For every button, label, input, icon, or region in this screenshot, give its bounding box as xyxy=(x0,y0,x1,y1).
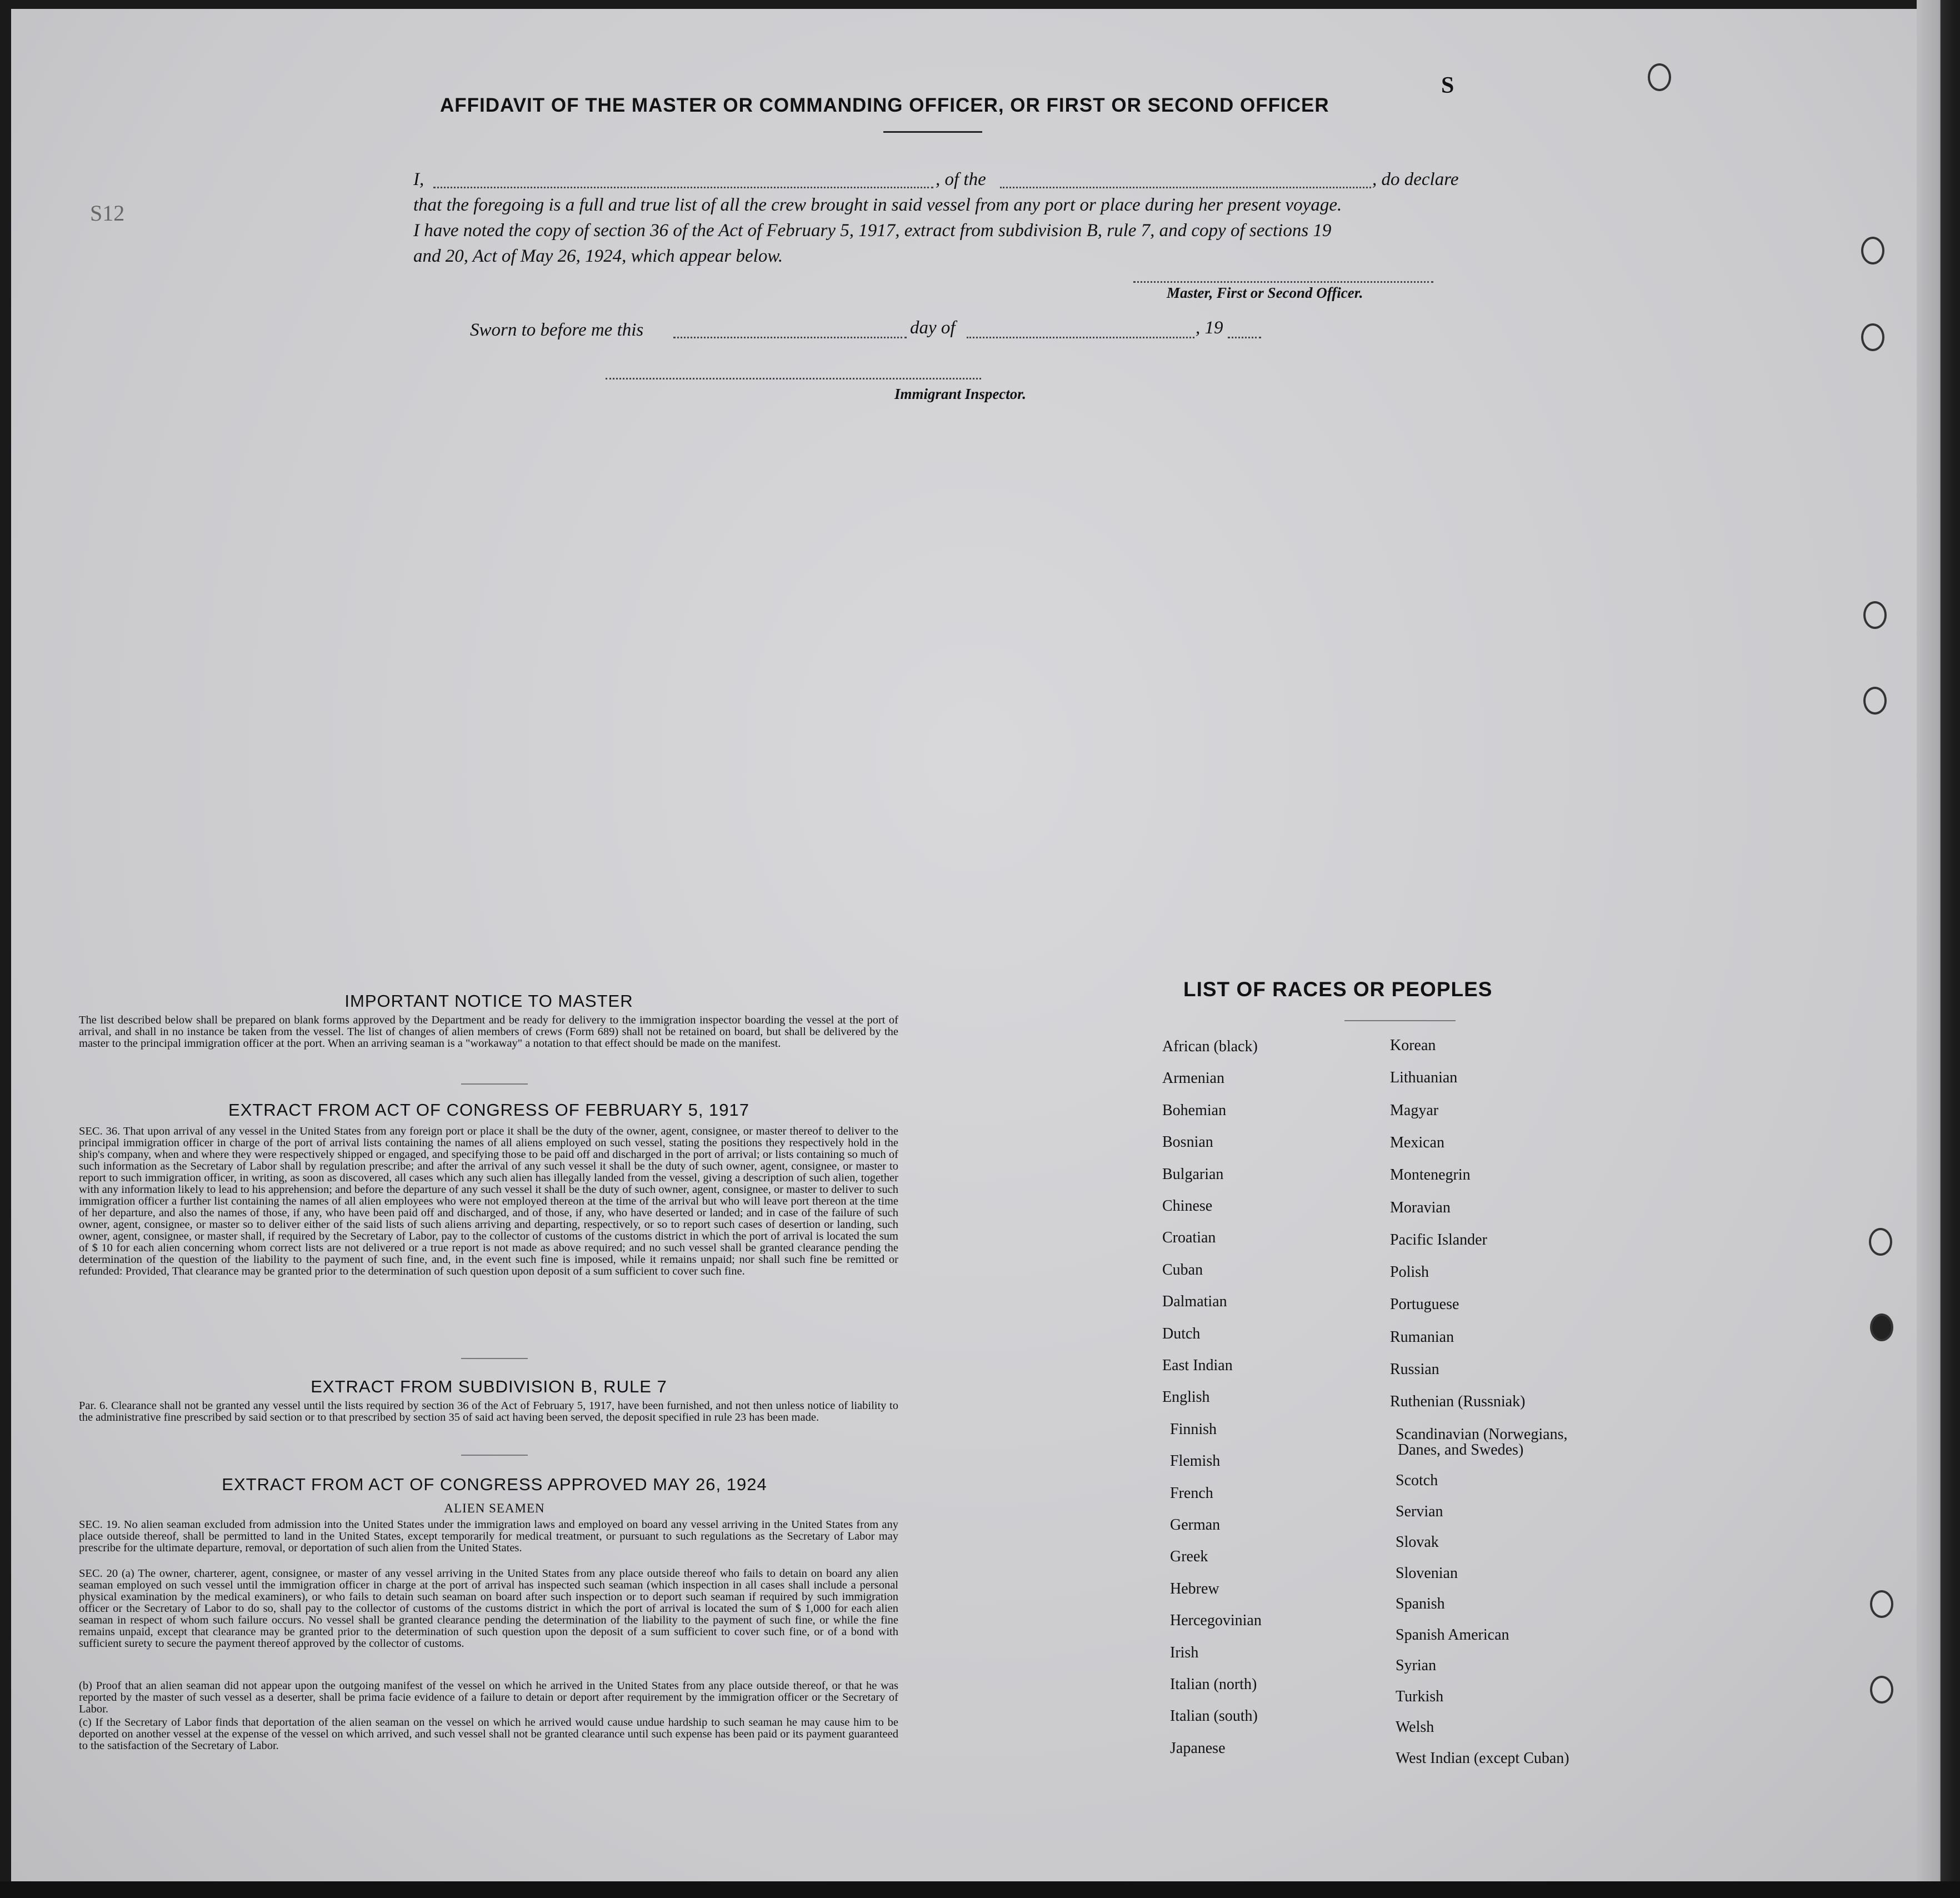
race-item: Scandinavian (Norwegians, xyxy=(1396,1425,1568,1443)
sec19-text: SEC. 19. No alien seaman excluded from admission into the United States under the immigration laws and employed on board any vessel arriving in the United States from any place outside thereof, shall be permitted to land in the United States, except temporarily for medical treatment, or pursuant to such regulations as the Secretary of Labor may prescribe for the ultimate departure, removal, or deportation of such alien from the United States. xyxy=(79,1519,898,1554)
declaration-i: I, xyxy=(413,169,424,189)
extract-1924-title: EXTRACT FROM ACT OF CONGRESS APPROVED MAY 26, 1924 xyxy=(222,1475,767,1494)
sworn-prefix: Sworn to before me this xyxy=(470,320,644,340)
extract-1917-text: SEC. 36. That upon arrival of any vessel in the United States from any foreign port or place it shall be the duty of the owner, agent, consignee, or master thereof to deliver to the principal immigration officer in charge of the port of arrival lists containing the names of all aliens employed on such vessel, stating the positions they respectively hold in the ship's company, when and where they were respectively shipped or engaged, and specifying those to be paid off and discharged in the port of arrival; or lists containing so much of such information as the Secretary of Labor shall by regulation prescribe; and after the arrival of any such vessel it shall be the duty of such owner, agent, consignee, or master to report to such immigration officer, in writing, as soon as discovered, all cases which any such alien has illegally landed from the vessel, giving a description of such alien, together with any information likely to lead to his apprehension; and before the departure of any such vessel it shall be the duty of such owner, agent, consignee, or master to deliver to such immigration officer a further list containing the names of all alien employees who were not employed thereon at the time of the arrival but who will leave port thereon at the time of her departure, and also the names of those, if any, who have been paid off and discharged, and of those, if any, who have deserted or landed; and in case of the failure of such owner, agent, consignee, or master so to deliver either of the said lists of such aliens arriving and departing, respectively, or so to report such cases of desertion or landing, such owner, agent, consignee, or master shall, if required by the Secretary of Labor, pay to the collector of customs of the customs district in which the port of arrival is located the sum of $ 10 for each alien concerning whom correct lists are not delivered or a true report is not made as above required; and no such vessel shall be granted clearance pending the determination of the question of the liability to the payment of such fine, and, in the event such fine is imposed, while it remains unpaid; nor shall such fine be remitted or refunded: Provided, That clearance may be granted prior to the determination of such question upon deposit of a sum sufficient to cover such fine. xyxy=(79,1125,898,1277)
race-item: Mexican xyxy=(1390,1133,1444,1151)
extract-1917-title: EXTRACT FROM ACT OF CONGRESS OF FEBRUARY 5, 1917 xyxy=(228,1100,750,1120)
race-item: Welsh xyxy=(1396,1719,1434,1736)
divider xyxy=(461,1083,528,1085)
rule7-text: Par. 6. Clearance shall not be granted any vessel until the lists required by section 36 of the Act of February 5, 1917, have been furnished, and not then unless notice of liability to the administrative fine prescribed by said section or to that prescribed by section 35 of said act having been served, the deposit specified in rule 23 has been made. xyxy=(79,1400,898,1424)
declaration-line-4: and 20, Act of May 26, 1924, which appear below. xyxy=(413,246,783,266)
race-item: Greek xyxy=(1170,1548,1208,1566)
sworn-day-label: day of xyxy=(910,318,956,338)
race-item: Moravian xyxy=(1390,1198,1451,1216)
of-the-label: , of the xyxy=(936,169,986,189)
race-item: Magyar xyxy=(1390,1101,1439,1119)
races-title: LIST OF RACES OR PEOPLES xyxy=(1183,978,1493,1001)
race-item: Hercegovinian xyxy=(1170,1612,1262,1630)
binder-hole-icon xyxy=(1869,1228,1892,1256)
alien-seamen-subtitle: ALIEN SEAMEN xyxy=(444,1501,545,1515)
sworn-day-blank xyxy=(673,337,907,338)
title-rule xyxy=(883,131,982,133)
binder-hole-icon xyxy=(1870,1676,1893,1704)
binder-hole-icon xyxy=(1863,687,1887,715)
race-item: Polish xyxy=(1390,1263,1429,1281)
page-edge xyxy=(1917,0,1956,1898)
race-item: Italian (north) xyxy=(1170,1676,1257,1693)
race-item: Ruthenian (Russniak) xyxy=(1390,1393,1526,1411)
race-item: Armenian xyxy=(1162,1070,1224,1087)
binder-hole-icon xyxy=(1870,1590,1893,1618)
race-item: Bohemian xyxy=(1162,1101,1227,1119)
affidavit-title: AFFIDAVIT OF THE MASTER OR COMMANDING OFFICER, OR FIRST OR SECOND OFFICER xyxy=(440,94,1329,116)
inspector-caption: Immigrant Inspector. xyxy=(894,386,1027,402)
binder-hole-icon xyxy=(1870,1313,1893,1341)
divider xyxy=(461,1358,528,1359)
race-item: Bosnian xyxy=(1162,1133,1213,1151)
notice-title: IMPORTANT NOTICE TO MASTER xyxy=(344,991,633,1011)
race-item: Cuban xyxy=(1162,1261,1203,1278)
divider xyxy=(461,1455,528,1456)
binder-hole-icon xyxy=(1861,237,1884,264)
race-item: African (black) xyxy=(1162,1038,1258,1055)
race-item: Scotch xyxy=(1396,1472,1438,1490)
binder-hole-icon xyxy=(1648,63,1671,91)
divider xyxy=(1344,1020,1456,1021)
signature-caption: Master, First or Second Officer. xyxy=(1167,284,1363,301)
race-item: Portuguese xyxy=(1390,1296,1459,1313)
race-item: Syrian xyxy=(1396,1657,1437,1675)
race-item: Croatian xyxy=(1162,1229,1216,1247)
inspector-signature-line xyxy=(606,378,981,379)
notice-text: The list described below shall be prepared on blank forms approved by the Department and be ready for delivery to the immigration inspector boarding the vessel at the port of arrival, and shall in no instance be taken from the vessel. The list of changes of alien members of crews (Form 689) shall not be retained on board, but shall be delivered by the master to the principal immigration officer at the port. When an arriving seaman is a "workaway" a notation to that effect should be made on the manifest. xyxy=(79,1014,898,1050)
race-item: Dutch xyxy=(1162,1325,1201,1342)
race-item: Japanese xyxy=(1170,1739,1226,1757)
declaration-line-3: I have noted the copy of section 36 of the Act of February 5, 1917, extract from subdivision B, rule 7, and copy of sections 19 xyxy=(413,221,1332,241)
race-item: English xyxy=(1162,1388,1210,1406)
corner-mark: S xyxy=(1441,73,1454,98)
sec20b-text: (b) Proof that an alien seaman did not appear upon the outgoing manifest of the vessel on which he arrived in the United States from any place outside thereof, or that he was reported by the master of such vessel as a deserter, shall be prima facie evidence of a failure to detain or deport after requirement by the immigration officer or the Secretary of Labor. xyxy=(79,1680,898,1715)
sworn-month-blank xyxy=(967,337,1194,338)
race-item: Turkish xyxy=(1396,1687,1444,1705)
vessel-blank xyxy=(1000,187,1371,188)
race-item: Montenegrin xyxy=(1390,1166,1471,1184)
binder-hole-icon xyxy=(1861,323,1884,351)
race-item: West Indian (except Cuban) xyxy=(1396,1749,1569,1767)
sworn-year-blank xyxy=(1228,337,1261,338)
race-item: Dalmatian xyxy=(1162,1293,1227,1311)
declare-label: , do declare xyxy=(1372,169,1459,189)
race-item: Hebrew xyxy=(1170,1580,1219,1597)
race-item: Italian (south) xyxy=(1170,1707,1258,1725)
race-item: Lithuanian xyxy=(1390,1069,1458,1087)
race-item: German xyxy=(1170,1516,1221,1534)
declaration-line-2: that the foregoing is a full and true list of all the crew brought in said vessel from any port or place during her present voyage. xyxy=(413,195,1342,215)
race-item: Rumanian xyxy=(1390,1328,1454,1346)
race-item: East Indian xyxy=(1162,1357,1233,1374)
race-item: Spanish American xyxy=(1396,1626,1509,1644)
name-blank xyxy=(433,187,933,188)
binder-hole-icon xyxy=(1863,601,1887,629)
rule7-title: EXTRACT FROM SUBDIVISION B, RULE 7 xyxy=(311,1377,667,1396)
race-item: Finnish xyxy=(1170,1420,1217,1438)
margin-mark: S12 xyxy=(90,201,125,226)
race-item: Flemish xyxy=(1170,1452,1221,1470)
signature-line xyxy=(1133,281,1433,283)
race-item: Korean xyxy=(1390,1037,1436,1054)
race-item: Pacific Islander xyxy=(1390,1231,1487,1248)
race-item: Bulgarian xyxy=(1162,1165,1224,1183)
race-item: Russian xyxy=(1390,1361,1439,1378)
race-item: Danes, and Swedes) xyxy=(1398,1441,1524,1459)
scan-border xyxy=(0,1881,1960,1898)
race-item: Spanish xyxy=(1396,1595,1445,1613)
race-item: Slovak xyxy=(1396,1534,1439,1551)
race-item: Slovenian xyxy=(1396,1564,1458,1582)
race-item: French xyxy=(1170,1484,1213,1502)
race-item: Irish xyxy=(1170,1644,1199,1661)
race-item: Chinese xyxy=(1162,1197,1213,1215)
sec20a-text: SEC. 20 (a) The owner, charterer, agent, consignee, or master of any vessel arriving in the United States from any place outside thereof who fails to detain on board any alien seaman employed on such vessel until the immigration officer in charge at the port of arrival has inspected such seaman (which inspection in all cases shall include a personal physical examination by the medical examiners), or who fails to detain such seaman on board after such inspection or to deport such seaman if required by such immigration officer or the Secretary of Labor to do so, shall pay to the collector of customs of the customs district in which the port of arrival is located the sum of $ 1,000 for each alien seaman in respect of whom such failure occurs. No vessel shall be granted clearance pending the determination of the liability to the payment of such fine, or while the fine remains unpaid, except that clearance may be granted prior to the determination of such question upon the deposit of a sum sufficient to cover such fine, or of a bond with sufficient surety to secure the payment thereof approved by the collector of customs. xyxy=(79,1567,898,1650)
sec20c-text: (c) If the Secretary of Labor finds that deportation of the alien seaman on the vessel on which he arrived would cause undue hardship to such seaman he may cause him to be deported on another vessel at the expense of the vessel on which arrived, and such vessel shall not be granted clearance until such expense has been paid or its payment guaranteed to the satisfaction of the Secretary of Labor. xyxy=(79,1716,898,1752)
sworn-year-label: , 19 xyxy=(1196,318,1223,338)
race-item: Servian xyxy=(1396,1502,1443,1520)
